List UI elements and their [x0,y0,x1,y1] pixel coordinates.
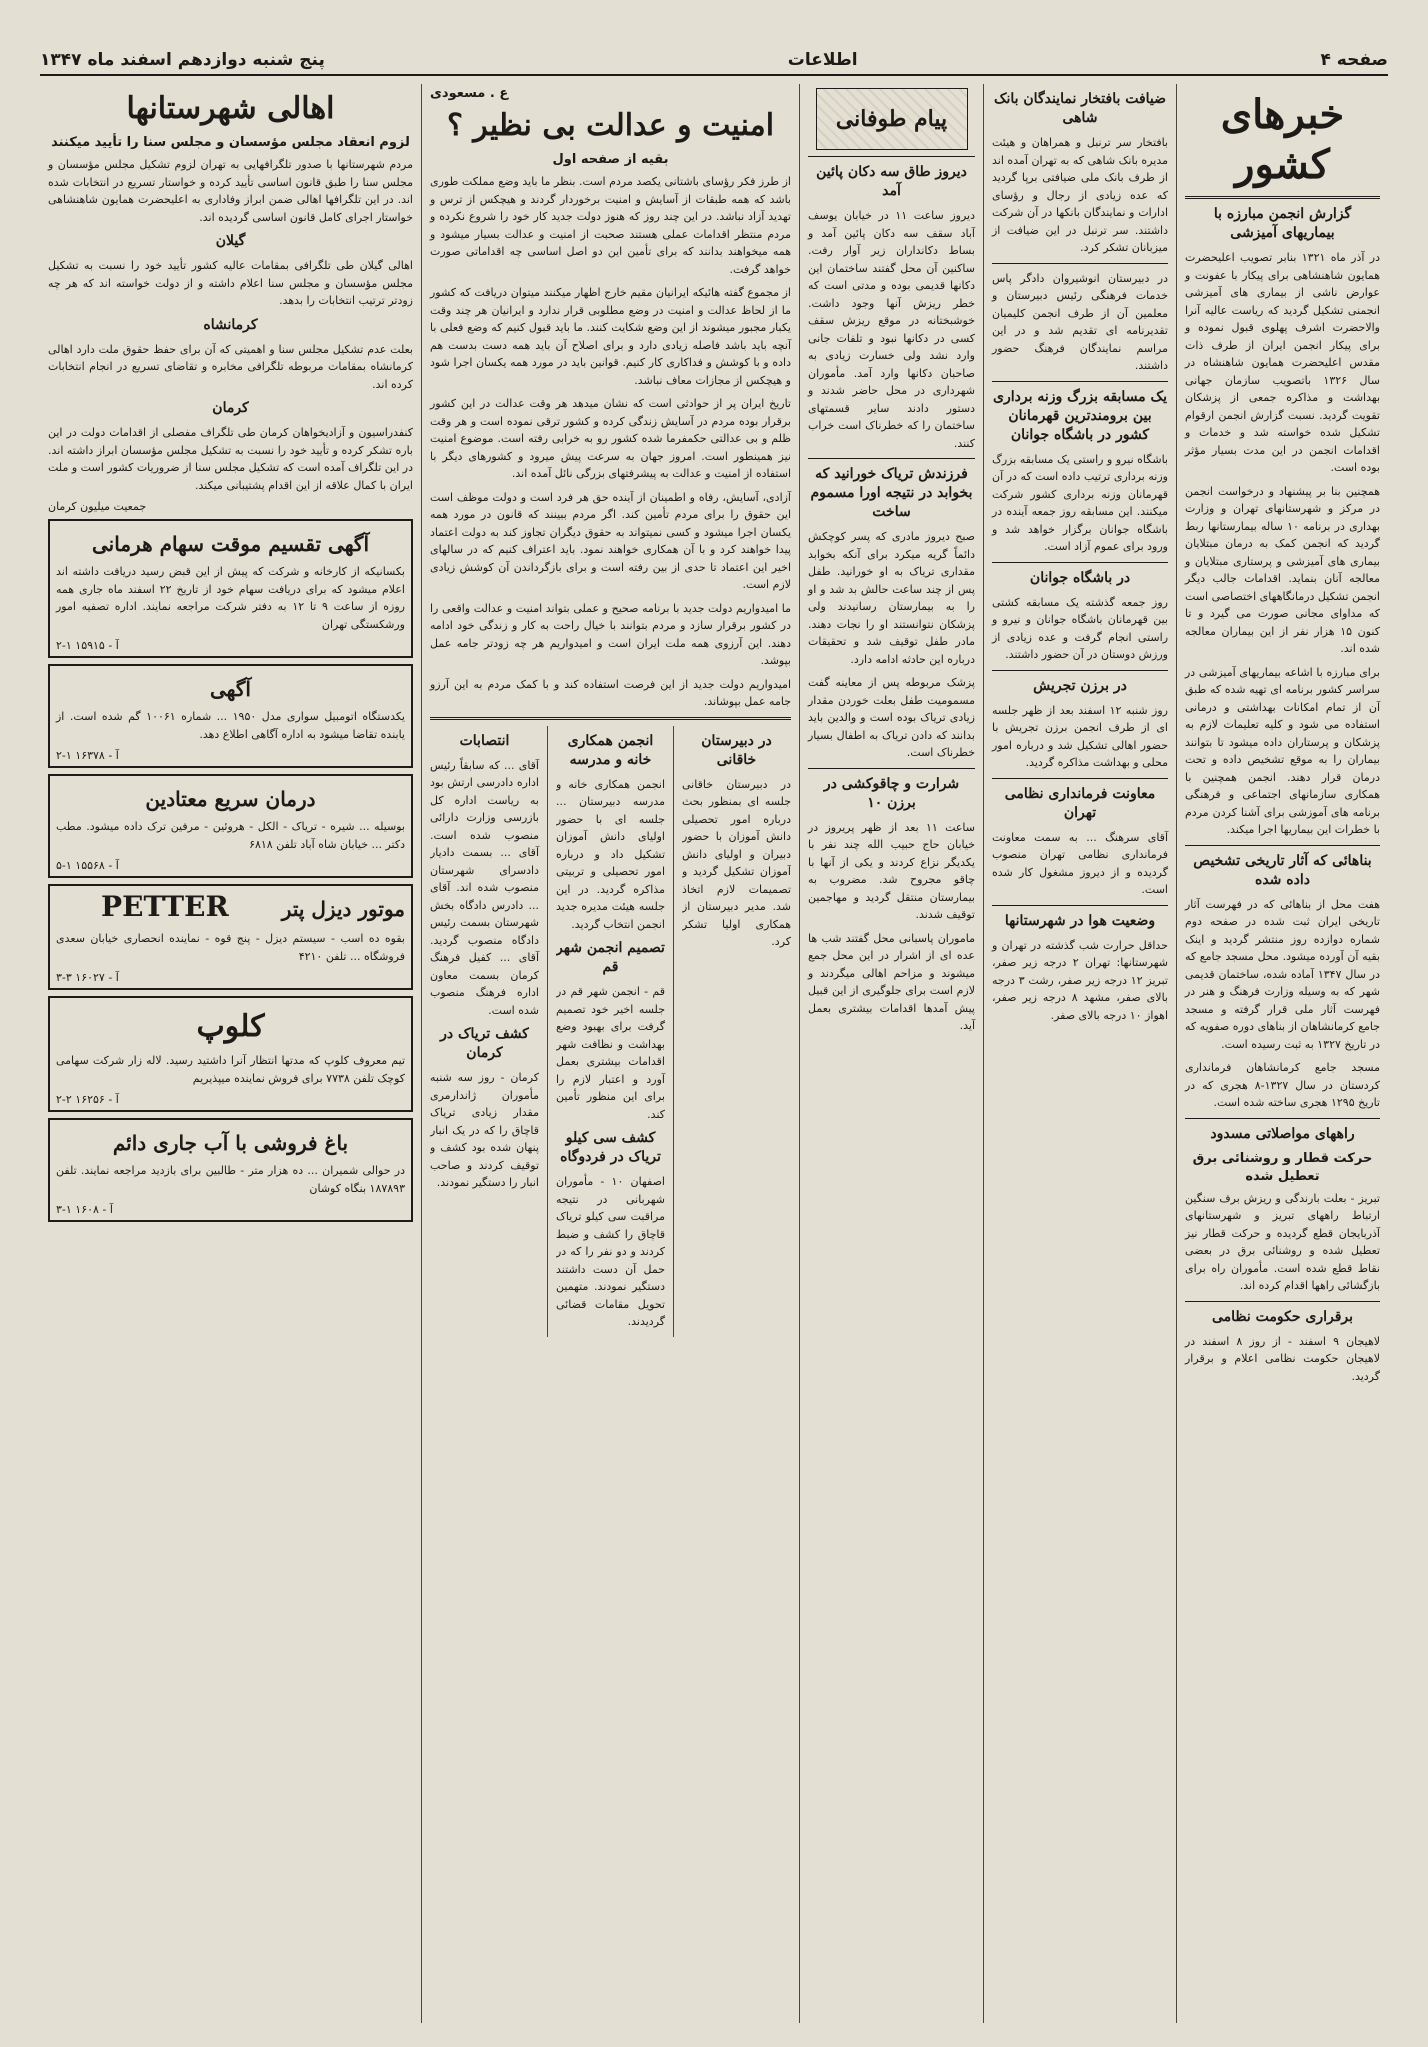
ad-title: موتور دیزل پتر [281,897,405,921]
ad-code: ۳-۱ ۱۶۰۸ - آ [56,1203,113,1216]
byline: ع . مسعودی [430,86,509,101]
column-national-news [1176,84,1388,2023]
article-body: همچنین بنا بر پیشنهاد و درخواست انجمن در مرکز و شهرستانهای تهران و وزارت بهداری در برنامه ۱۰ ساله بیمارستانها ربط گردید که انجمن کمک به درمان مبتلایان بیماری های آمیزشی و پرستاری مبتلایان و معالجه آنان بنماید. اقدامات جالب دیگر انجمن تشکیل درمانگاههای اختصاصی است که مداوای مجانی صورت می گیرد و تا کنون ۱۵ هزار نفر از این بیماران معالجه شده اند. [1185,484,1380,655]
article-body: روز شنبه ۱۲ اسفند بعد از ظهر جلسه ای از طرف انجمن برزن تجریش با حضور اهالی تشکیل شد و درباره امور محلی و بهداشت مذاکره گردید. [992,703,1168,769]
article-body: کنفدراسیون و آزادیخواهان کرمان طی تلگراف مفصلی از اقدامات دولت در این باره تشکر کرده و تأیید خود را نسبت به تشکیل مجلس مؤسسان ابراز داشته اند. در این تلگراف آمده است که تشکیل مجلس سنا از ضروریات کشور است و ملت ایران با کمال علاقه از این اقدام پشتیبانی میکند. [48,426,413,492]
ad-code: ۲-۱ ۱۶۳۷۸ - آ [56,749,119,762]
advertisement [48,774,413,878]
article-body: تبریز - بعلت بارندگی و ریزش برف سنگین ارتباط راههای تبریز و شهرستانهای آذربایجان قطع گردیده و حرکت قطار نیز تعطیل شده و روشنائی برق در بعضی نقاط قطع شده است. مأموران راه برای بازگشائی راهها اقدام کرده اند. [1185,1191,1380,1292]
column-short-news [983,84,1176,2023]
decorative-header-illustration: پیام طوفانی [816,88,968,150]
article-body: اصفهان ۱۰ - مأموران شهربانی در نتیجه مراقبت سی کیلو تریاک قاچاق را کشف و ضبط کردند و دو نفر را که در حمل آن دست داشتند دستگیر نمودند. متهمین تحویل مقامات قضائی گردیدند. [556,1175,665,1328]
divider [992,562,1168,563]
article-body: دیروز ساعت ۱۱ در خیابان یوسف آباد سقف سه دکان پائین آمد و بساط دکانداران زیر آوار رفت. ساکنین آن محل گفتند ساختمان این دکانها قدیمی بوده و مدتی است که خطر ریزش آنها وجود داشت. خوشبختانه در موقع ریزش سقف کسی در دکانها نبود و تلفات جانی وارد نشد ولی خسارت زیادی به صاحبان دکانها وارد آمد. مأموران شهرداری در محل حاضر شدند و دستور دادند سایر قسمتهای ساختمان را که خطرناک است خراب کنند. [808,209,975,450]
ad-code: ۵-۱ ۱۵۵۶۸ - آ [56,859,119,872]
ad-code: ۳-۳ ۱۶۰۲۷ - آ [56,971,119,984]
article-body: بافتخار سر ترنبل و همراهان و هیئت مدیره بانک شاهی که به تهران آمده اند از طرف بانک ملی ضیافتی برپا گردید که عده زیادی از رجال و رؤسای ادارات و نمایندگان بانکها در آن شرکت داشتند. سر ترنبل در این ضیافت از میزبانان تشکر کرد. [992,136,1168,254]
section-title: اهالی شهرستانها [126,91,335,126]
article-body: مسجد جامع کرمانشاهان فرمانداری کردستان در سال ۱۳۲۷-۸ هجری که در تاریخ ۱۲۹۵ هجری ساخته شده است. [1185,1061,1380,1109]
headline: در برزن تجریش [1033,677,1127,694]
brief-column-middle [556,726,674,1337]
article-body: هفت محل از بناهائی که در فهرست آثار تاریخی ایران ثبت شده در صفحه دوم شماره دوازده روز منتشر گردید و اینک بقیه آن آورده میشود. محل مسجد جامع که در سال ۱۳۴۷ آماده شده، ساختمان قدیمی شهر که به وسیله وزارت فرهنگ و هنر در فهرست آثار ملی قرار گرفته و مسجد جامع کرمانشاهان از بناهای دوره صفویه که در تاریخ ۱۳۲۷ به ثبت رسیده است. [1185,897,1380,1051]
divider [992,381,1168,382]
place-heading: کرمانشاه [203,316,258,333]
article-body: از مجموع گفته هائیکه ایرانیان مقیم خارج اظهار میکنند میتوان دریافت که کشور ما از لحاظ عدالت و امنیت در وضع مطلوبی قرار ندارد و ایرانیان هر چند وقت یکبار مجبور میشوند از این وضع شکایت کنند. ما باید قبول کنیم که وضع فعلی با آنچه باید باشد فاصله زیادی دارد و برای اصلاح آن باید همه دست بدست هم داده و با کوشش و فداکاری کار کنیم. قوانین باید در مورد همه یکسان اجرا شود و هیچکس از مجازات معاف نباشد. [430,286,791,387]
ad-title: کلوپ [196,1009,265,1044]
article-body: حداقل حرارت شب گذشته در تهران و شهرستانها: تهران ۲ درجه زیر صفر، تبریز ۱۲ درجه زیر صفر، رشت ۳ درجه بالای صفر، مشهد ۸ درجه زیر صفر، اهواز ۱۰ درجه بالای صفر. [992,938,1168,1022]
article-body: آقای سرهنگ ... به سمت معاونت فرمانداری نظامی تهران منصوب گردیده و از دیروز مشغول کار شده است. [992,830,1168,896]
divider [1185,1118,1380,1119]
headline: یک مسابقه بزرگ وزنه برداری بین برومندترین قهرمانان کشور در باشگاه جوانان [993,388,1167,443]
article-body: بعلت عدم تشکیل مجلس سنا و اهمیتی که آن برای حفظ حقوق ملت دارد اهالی کرمانشاه بمقامات مربوطه تلگرافی مخابره و تقاضای تسریع در انجام انتخابات کرده اند. [48,342,413,391]
headline: فرزندش تریاک خورانید که بخوابد در نتیجه اورا مسموم ساخت [810,466,973,520]
place-heading: کرمان [212,400,249,416]
ad-code: ۲-۱ ۱۵۹۱۵ - آ [56,639,119,652]
headline: در دبیرستان خاقانی [701,732,772,768]
headline: ضیافت بافتخار نمایندگان بانک شاهی [993,91,1167,126]
ad-body: در حوالی شمیران ... ده هزار متر - طالبین برای بازدید مراجعه نمایند. تلفن ۱۸۷۸۹۳ بنگاه کوشان [56,1164,405,1195]
headline: معاونت فرمانداری نظامی تهران [1004,785,1156,821]
divider [808,768,975,769]
divider [992,263,1168,264]
column-provinces-ads [40,84,421,2023]
article-body: قم - انجمن شهر قم در جلسه اخیر خود تصمیم گرفت برای بهبود وضع بهداشت و نظافت شهر اقدامات بیشتری بعمل آورد و اعتبار لازم را برای این منظور تأمین کند. [556,985,665,1121]
article-body: تاریخ ایران پر از حوادثی است که نشان میدهد هر وقت عدالت در این کشور برقرار بوده مردم در آسایش زندگی کرده و کشور ترقی نموده است و هر وقت ظلم و بی عدالتی حکمفرما شده کشور رو به خرابی رفته است. موضوع امنیت نیز همینطور است. امروز جهان به سرعت پیش میرود و کشورهای دیگر با استفاده از امنیت و عدالت به پیشرفتهای بزرگی نائل آمده اند. [430,397,791,480]
ad-brand-latin: PETTER [101,890,229,923]
headline: وضعیت هوا در شهرستانها [1004,912,1156,929]
headline: شرارت و چاقوکشی در برزن ۱۰ [823,775,960,811]
article-body: کرمان - روز سه شنبه مأموران ژاندارمری مقدار زیادی تریاک قاچاق را که در یک انبار پنهان شده بود کشف و توقیف کردند و صاحب انبار را دستگیر نمودند. [430,1071,539,1189]
article-body: در دبیرستان انوشیروان دادگر پاس خدمات فرهنگی رئیس دبیرستان و معلمین آن از طرف انجمن کلیمیان تقدیرنامه ای تقدیم شد و در این مراسم نمایندگان فرهنگ حضور داشتند. [992,271,1168,372]
article-body: ماموران پاسبانی محل گفتند شب ها عده ای از اشرار در این محل جمع میشوند و مزاحم اهالی میگردند و لازم است برای جلوگیری از این قبیل پیش آمدها اقدامات بیشتری بعمل آید. [808,931,975,1032]
ad-body: بکسانیکه از کارخانه و شرکت که پیش از این قبض رسید دریافت داشته اند اعلام میشود که برای دریافت سهام خود از تاریخ ۲۲ اسفند ماه جاری همه روزه از ساعت ۹ تا ۱۲ به دفتر شرکت مراجعه نمایند. اداره تصفیه امور ورشکستگی تهران [56,565,405,631]
place-heading: گیلان [215,233,246,249]
page-number: صفحه ۴ [1320,50,1388,70]
divider [1185,196,1380,199]
headline: راههای مواصلاتی مسدود [1210,1125,1355,1142]
article-body: آقای ... که سابقاً رئیس اداره دادرسی ارتش بود به ریاست اداره کل بازرسی وزارت دارائی منصوب شده است. آقای ... بسمت دادیار دادسرای شهرستان منصوب شده اند. آقای ... دادرس دادگاه بخش شهرستان بسمت رئیس دادگاه منصوب گردید. آقای ... کفیل فرهنگ کرمان بسمت معاون اداره فرهنگ منصوب شده است. [430,758,539,1017]
ad-body: بقوه ده اسب - سیستم دیزل - پنج قوه - نماینده انحصاری خیابان سعدی فروشگاه ... تلفن ۴۲۱۰ [56,932,405,963]
divider [1185,845,1380,846]
headline: برقراری حکومت نظامی [1211,1308,1354,1325]
divider [992,778,1168,779]
headline: تصمیم انجمن شهر قم [556,940,665,975]
section-title: خبرهای کشور [1220,91,1345,188]
ad-title: باغ فروشی با آب جاری دائم [112,1131,349,1155]
ad-body: بوسیله ... شیره - تریاک - الکل - هروئین - مرفین ترک داده میشود. مطب دکتر ... خیابان شاه آباد تلفن ۶۸۱۸ [56,820,405,851]
article-body: امیدواریم دولت جدید از این فرصت استفاده کند و با کمک مردم به این آرزو جامه عمل بپوشاند. [430,677,791,708]
editorial-bottom-briefs [430,726,791,1337]
headline: بناهائی که آثار تاریخی تشخیص داده شده [1193,852,1372,888]
column-incidents [799,84,983,2023]
issue-date: پنج شنبه دوازدهم اسفند ماه ۱۳۴۷ [40,50,325,70]
headline: گزارش انجمن مبارزه با بیماریهای آمیزشی [1213,206,1352,241]
columns [40,84,1388,2023]
subheadline: حرکت قطار و روشنائی برق تعطیل شده [1192,1150,1373,1184]
article-body: اهالی گیلان طی تلگرافی بمقامات عالیه کشور تأیید خود را نسبت به تشکیل مجلس مؤسسان و مجلس سنا اعلام داشته و از دولت خواسته اند که هر چه زودتر ترتیب انتخابات را بدهد. [48,259,413,307]
advertisement [48,1118,413,1222]
ad-title-row [56,890,405,928]
divider [808,156,975,157]
article-body: روز جمعه گذشته یک مسابقه کشتی بین قهرمانان باشگاه جوانان و نیرو و راستی انجام گرفت و عده زیادی از ورزش دوستان در آن حضور داشتند. [992,595,1168,661]
ad-title: درمان سریع معتادین [145,787,316,811]
article-body: برای مبارزه با اشاعه بیماریهای آمیزشی در سراسر کشور برنامه ای تهیه شده که طبق آن از تمام امکانات بهداشتی و درمانی استفاده می شود و کلیه تعلیمات لازم به پزشکان و پرستاران داده میشود تا بتوانند بیماران را به موقع تشخیص داده و تحت درمان قرار دهند. انجمن همچنین با همکاری سازمانهای اجتماعی و فرهنگی برنامه های آموزشی برای آشنا کردن مردم با خطرات این بیماریها اجرا میکند. [1185,665,1380,836]
article-body: در دبیرستان خاقانی جلسه ای بمنظور بحث درباره امور تحصیلی دانش آموزان با حضور دبیران و اولیای دانش آموزان تشکیل گردید و تصمیمات لازم اتخاذ شد. مدیر دبیرستان از همکاری اولیا تشکر کرد. [682,777,791,948]
article-body: صبح دیروز مادری که پسر کوچکش دائماً گریه میکرد برای آنکه بخوابد مقداری تریاک به او خورانید. طفل پس از چند ساعت حالش بد شد و او را به بیمارستان رسانیدند ولی پزشکان نتوانستند او را نجات دهند. مادر طفل توقیف شد و تحقیقات درباره این حادثه ادامه دارد. [808,530,975,666]
article-body: باشگاه نیرو و راستی یک مسابقه بزرگ وزنه برداری ترتیب داده است که در آن قهرمانان وزنه برداری کشور شرکت میکنند. این مسابقه روز جمعه آینده در باشگاه جوانان برگزار خواهد شد و ورود برای عموم آزاد است. [992,452,1168,553]
continuation-note: بقیه از صفحه اول [552,152,669,167]
ad-code: ۲-۲ ۱۶۲۵۶ - آ [56,1093,119,1106]
divider [430,717,791,720]
running-head [40,46,1388,76]
article-body: ساعت ۱۱ بعد از ظهر پریروز در خیابان حاج حبیب الله چند نفر با یکدیگر نزاع کردند و یکی از آنها با چاقو مجروح شد. مضروب به بیمارستان منتقل گردید و مهاجمین توقیف شدند. [808,820,976,921]
headline: کشف تریاک در کرمان [440,1026,529,1061]
divider [992,905,1168,906]
article-body: انجمن همکاری خانه و مدرسه دبیرستان ... جلسه ای با حضور اولیای دانش آموزان تشکیل داد و درباره امور تحصیلی و تربیتی مذاکره گردید. در این جلسه هیئت مدیره جدید انجمن انتخاب گردید. [556,777,665,931]
article-body: پزشک مربوطه پس از معاینه گفت مسمومیت طفل بعلت خوردن مقدار زیادی تریاک بوده است و والدین باید بدانند که دادن تریاک به اطفال بسیار خطرناک است. [808,676,975,759]
advertisement [48,884,413,990]
headline: کشف سی کیلو تریاک در فردوگاه [560,1130,661,1165]
ad-body: تیم معروف کلوپ که مدتها انتظار آنرا داشتید رسید. لاله زار شرکت سهامی کوچک تلفن ۷۷۳۸ برای فروش نماینده میپذیریم [56,1054,405,1085]
editorial-title: امنیت و عدالت بی نظیر ؟ [446,108,775,143]
article-body: مردم شهرستانها با صدور تلگرافهایی به تهران لزوم تشکیل مجلس مؤسسان و مجلس سنا را طبق قانون اساسی تأیید کرده و خواستار تسریع در انتخابات شده اند. در این تلگرافها اهالی ضمن ابراز وفاداری به اعلیحضرت همایون شاهنشاهی خواستار اجرای کامل قانون اساسی گردیده اند. [48,158,413,224]
headline: در باشگاه جوانان [1029,569,1131,586]
article-body: لاهیجان ۹ اسفند - از روز ۸ اسفند در لاهیجان حکومت نظامی اعلام و برقرار گردید. [1185,1334,1381,1383]
ad-body: یکدستگاه اتومبیل سواری مدل ۱۹۵۰ ... شماره ۱۰۰۶۱ گم شده است. از یابنده تقاضا میشود به اداره آگاهی اطلاع دهد. [56,710,405,741]
divider [992,670,1168,671]
column-editorial [421,84,799,2023]
signoff: جمعیت میلیون کرمان [48,500,147,513]
brief-column-right [682,726,791,1337]
advertisement [48,519,413,658]
ad-title: آگهی تقسیم موقت سهام هرمانی [91,532,369,556]
advertisement [48,996,413,1112]
headline: انتصابات [459,732,510,749]
article-body: در آذر ماه ۱۳۲۱ بنابر تصویب اعلیحضرت همایون شاهنشاهی برای پیکار با عفونت و عوارض ناشی از بیماری های آمیزشی انجمنی تشکیل گردید که ریاست عالیه آنرا والاحضرت اشرف پهلوی قبول نموده و برای پیکار انجمن ایران از طرف ذات مقدس اعلیحضرت همایون شاهنشاه در سال ۱۳۲۶ باتصویب سازمان جهانی بهداشت و مذاکره جمعی از پزشکان تقویت گردید. نسبت گزارش انجمن ارقوام تشکیل شده خواسته شد و خدمات و اقدامات انجمن در این مدت بسیار مؤثر بوده است. [1185,251,1381,474]
article-body: ما امیدواریم دولت جدید با برنامه صحیح و عملی بتواند امنیت و عدالت واقعی را در کشور برقرار سازد و مردم بتوانند با خیال راحت به کار و زندگی خود ادامه دهند. این آرزوی همه ملت ایران است و امیدواریم هر چه زودتر جامه عمل بپوشد. [430,601,791,667]
headline: انجمن همکاری خانه و مدرسه [567,732,654,768]
headline: دیروز طاق سه دکان پائین آمد [816,164,967,199]
ad-title: آگهی [210,677,251,701]
article-body: آزادی، آسایش، رفاه و اطمینان از آینده حق هر فرد است و دولت موظف است این حقوق را برای مردم تأمین کند. اگر مردم ببینند که قانون در مورد همه یکسان اجرا میشود و کسی نمیتواند به حقوق دیگران تجاوز کند به دولت اعتماد پیدا خواهند کرد و با آن همکاری خواهند نمود. باید اعتراف کنیم که در سالهای اخیر این اعتماد تا حدی از بین رفته است و برای بازگرداندن آن کوشش زیادی لازم است. [430,490,791,591]
advertisement [48,664,413,768]
brief-column-left [430,726,548,1337]
article-body: از طرز فکر رؤسای باشتانی یکصد مردم است. بنظر ما باید وضع مملکت طوری باشد که همه طبقات از آسایش و امنیت برخوردار گردند و هیچکس از ترس و تهدید آزاد نباشد. در این چند روز که هنوز دولت جدید کار خود را شروع نکرده و مردم منتظر اقدامات عملی هستند صحبت از امنیت و عدالت بسیار میشود و همه میخواهند بدانند که برای تأمین این دو اصل اساسی چه اقداماتی صورت خواهد گرفت. [430,175,791,276]
subheadline: لزوم انعقاد مجلس مؤسسان و مجلس سنا را تأیید میکنند [51,135,410,150]
masthead-name: اطلاعات [787,50,858,70]
divider [808,458,975,459]
divider [1185,1301,1380,1302]
